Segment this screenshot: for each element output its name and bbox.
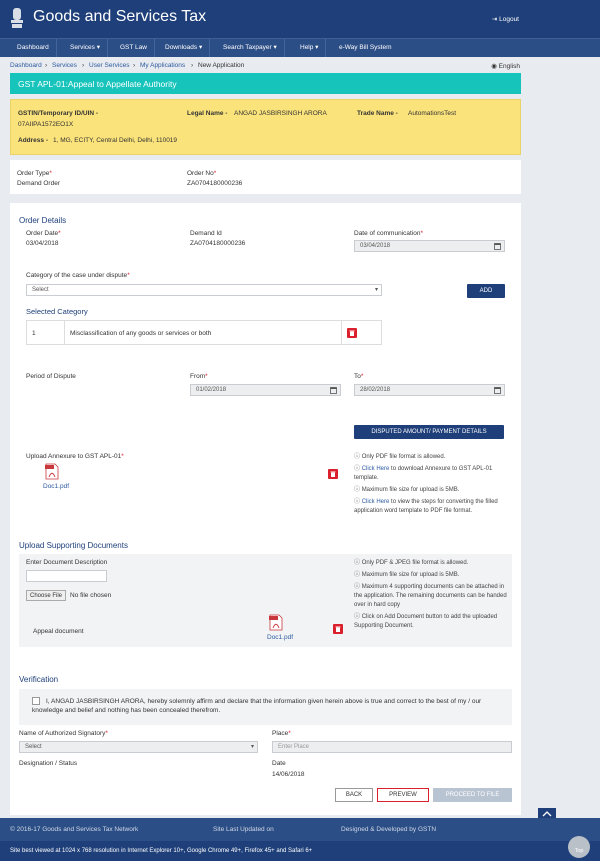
crumb-separator: › [191,62,194,69]
info-icon: ⓘ [354,614,361,620]
page-title: GST APL-01:Appeal to Appellate Authority [18,79,177,89]
crumb-separator: › [133,62,136,69]
footer-bottom [0,841,600,861]
selected-category-index: 1 [32,330,36,337]
crumb-current: New Application [198,62,245,69]
document-description-input[interactable] [26,570,107,582]
logout-icon: ⇥ [491,16,498,23]
calendar-icon[interactable] [494,242,501,250]
nav-dashboard[interactable]: Dashboard [10,39,57,57]
disputed-amount-button[interactable]: DISPUTED AMOUNT/ PAYMENT DETAILS [354,425,504,439]
info-icon: ⓘ [354,454,361,460]
crumb-my-applications[interactable]: My Applications [140,62,186,69]
info-icon: ⓘ [354,572,361,578]
selected-category-title: Selected Category [26,307,88,316]
selected-category-row [26,320,382,345]
address-value: 1, MG, ECITY, Central Delhi, Delhi, 110019 [53,137,178,144]
download-annexure-link[interactable]: Click Here [361,466,390,472]
language-selector[interactable] [491,62,520,70]
designation-label: Designation / Status [19,760,78,767]
communication-date-input[interactable]: 03/04/2018 [354,240,505,252]
annexure-label: Upload Annexure to GST APL-01* [26,453,124,460]
back-to-top-label: Top [574,848,584,854]
footer-copyright: © 2016-17 Goods and Services Tax Network [10,826,139,833]
date-value: 14/06/2018 [272,771,305,778]
verification-text: I, ANGAD JASBIRSINGH ARORA, hereby solemnly affirm and declare that the information given herein above is true and correct to the best of my / our knowledge and belief and nothing has been concealed therefrom. [32,698,482,714]
national-emblem-icon [9,6,25,30]
footer-last-updated: Site Last Updated on [213,826,274,833]
nav-search-taxpayer[interactable]: Search Taxpayer ▾ [216,39,285,57]
order-no-value: ZA0704180000236 [187,180,243,187]
legal-name-label: Legal Name - [187,110,228,117]
crumb-services[interactable]: Services [52,62,77,69]
chevron-down-icon: ▾ [374,287,378,293]
page-title-bar [10,73,521,94]
choose-file-button[interactable]: Choose File [26,590,66,601]
site-header [0,0,600,38]
to-label: To* [354,373,364,380]
verification-box [19,689,512,725]
selected-category-text: Misclassification of any goods or services or both [70,330,212,337]
calendar-icon[interactable] [494,386,501,394]
address-label: Address - [18,137,48,144]
delete-appeal-document-button[interactable] [333,624,343,634]
crumb-separator: › [45,62,48,69]
order-details-title: Order Details [19,216,67,225]
place-label: Place* [272,730,291,737]
to-date-input[interactable]: 28/02/2018 [354,384,505,396]
back-to-top-button[interactable] [568,836,590,858]
communication-date-label: Date of communication* [354,230,424,237]
supporting-documents-area [19,554,512,647]
taxpayer-info [10,99,521,155]
annexure-instructions: ⓘ Only PDF file format is allowed. ⓘ Click Here to download Annexure to GST APL-01 template. ⓘ Maximum file size for upload is 5MB. ⓘ Click Here to view the steps for converting the filled application word template to PDF file format. [354,454,498,514]
legal-name-value: ANGAD JASBIRSINGH ARORA [234,110,327,117]
appeal-form [10,203,521,815]
pdf-file-icon[interactable] [269,614,283,631]
globe-icon: ◉ [491,63,497,70]
site-title: Goods and Services Tax [33,8,207,25]
gstin-label: GSTIN/Temporary ID/UIN - [18,110,99,117]
logout-label: Logout [499,16,519,23]
info-icon: ⓘ [354,560,361,566]
gstin-value: 07AIIPA1572EO1X [18,121,74,128]
footer [0,818,600,841]
back-button[interactable]: BACK [335,788,373,802]
main-nav [0,38,600,57]
from-date-input[interactable]: 01/02/2018 [190,384,341,396]
logout-link[interactable] [492,15,519,23]
trade-name-label: Trade Name - [357,110,398,117]
annexure-file-name[interactable]: Doc1.pdf [43,483,70,490]
date-label: Date [272,760,286,767]
from-label: From* [190,373,208,380]
info-icon: ⓘ [354,499,361,505]
trash-icon [328,469,338,479]
info-icon: ⓘ [354,466,361,472]
nav-gst-law[interactable]: GST Law [113,39,155,57]
convert-steps-link[interactable]: Click Here [361,499,390,505]
crumb-dashboard[interactable]: Dashboard [10,62,42,69]
pdf-file-icon[interactable] [45,463,59,480]
place-input[interactable]: Enter Place [272,741,512,753]
best-viewed-note: Site best viewed at 1024 x 768 resolution in Internet Explorer 10+, Google Chrome 49+, Firefox 45+ and Safari 6+ [10,848,313,854]
document-description-label: Enter Document Description [26,559,108,566]
add-category-button[interactable]: ADD [467,284,505,298]
no-file-chosen: No file chosen [70,592,112,599]
supporting-instructions: ⓘ Only PDF & JPEG file format is allowed. ⓘ Maximum file size for upload is 5MB. ⓘ Maximum 4 supporting documents can be attached in the application. The remaining documents can be handed over in hard copy ⓘ Click on Add Document button to add the uploaded Supporting Document. [354,560,507,629]
info-icon: ⓘ [354,487,361,493]
supporting-documents-title: Upload Supporting Documents [19,541,128,550]
proceed-to-file-button[interactable]: PROCEED TO FILE [433,788,512,802]
preview-button[interactable]: PREVIEW [377,788,429,802]
trash-icon [333,624,343,634]
breadcrumb [0,57,600,73]
remove-category-button[interactable] [347,328,357,338]
chevron-down-icon: ▾ [250,744,254,750]
nav-services[interactable]: Services ▾ [63,39,108,57]
footer-developed-by: Designed & Developed by GSTN [341,826,437,833]
order-type-value: Demand Order [17,180,60,187]
order-type-label: Order Type* [17,170,52,177]
demand-id-value: ZA0704180000236 [190,240,246,247]
order-date-label: Order Date* [26,230,61,237]
order-summary [10,160,521,194]
order-date-value: 03/04/2018 [26,240,59,247]
order-no-label: Order No* [187,170,217,177]
signatory-select[interactable]: Select ▾ [19,741,258,753]
trade-name-value: AutomationsTest [408,110,457,117]
signatory-label: Name of Authorized Signatory* [19,730,108,737]
verification-title: Verification [19,675,59,684]
crumb-user-services[interactable]: User Services [89,62,130,69]
demand-id-label: Demand Id [190,230,222,237]
info-icon: ⓘ [354,584,361,590]
appeal-document-label: Appeal document [33,628,84,635]
calendar-icon[interactable] [330,386,337,394]
crumb-separator: › [82,62,85,69]
category-label: Category of the case under dispute* [26,272,130,279]
category-select[interactable]: Select ▾ [26,284,382,296]
appeal-document-file-name[interactable]: Doc1.pdf [267,634,294,641]
delete-annexure-button[interactable] [328,469,338,479]
language-label: English [498,63,520,70]
nav-eway-bill[interactable]: e-Way Bill System [339,44,392,51]
nav-help[interactable]: Help ▾ [293,39,326,57]
trash-icon [347,328,357,338]
nav-downloads[interactable]: Downloads ▾ [158,39,210,57]
period-of-dispute-label: Period of Dispute [26,373,76,380]
